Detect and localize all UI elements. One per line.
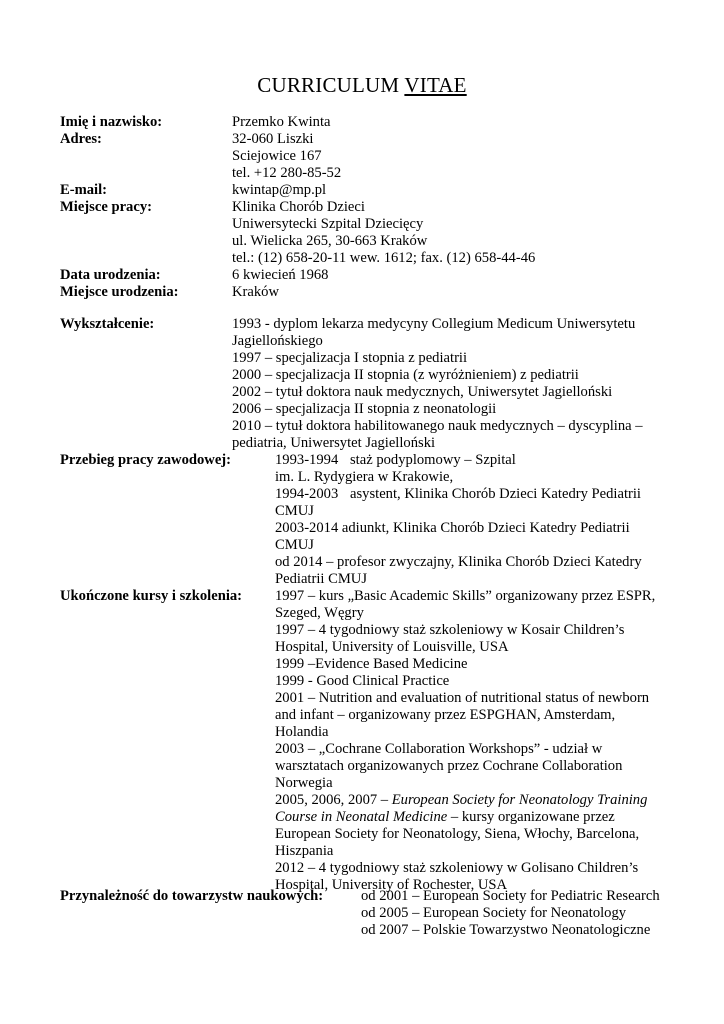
membership-line: od 2007 – Polskie Towarzystwo Neonatologiczne bbox=[361, 922, 651, 938]
address-label: Adres: bbox=[60, 131, 102, 147]
course-line bbox=[275, 792, 655, 809]
education-label: Wykształcenie: bbox=[60, 316, 155, 332]
course-years: 2005, 2006, 2007 – bbox=[275, 792, 392, 808]
career-year: 1993-1994 bbox=[275, 452, 339, 468]
membership-line: od 2001 – European Society for Pediatric Research bbox=[361, 888, 660, 904]
career-line bbox=[275, 452, 642, 469]
education-line: Jagiellońskiego bbox=[232, 333, 323, 349]
education-line: 1997 – specjalizacja I stopnia z pediatrii bbox=[232, 350, 468, 366]
name-value: Przemko Kwinta bbox=[232, 114, 331, 130]
course-line: Szeged, Węgry bbox=[275, 605, 364, 621]
course-line bbox=[275, 809, 655, 826]
career-label: Przebieg pracy zawodowej: bbox=[60, 452, 232, 468]
courses-label: Ukończone kursy i szkolenia: bbox=[60, 588, 243, 604]
education-line: 2000 – specjalizacja II stopnia (z wyróżnieniem) z pediatrii bbox=[232, 367, 579, 383]
course-line: 1999 –Evidence Based Medicine bbox=[275, 656, 468, 672]
education-line: pediatria, Uniwersytet Jagielloński bbox=[232, 435, 436, 451]
address-phone: tel. +12 280-85-52 bbox=[232, 165, 342, 181]
courses-list bbox=[275, 588, 655, 894]
career-list bbox=[275, 452, 642, 588]
education-line: 1993 - dyplom lekarza medycyny Collegium Medicum Uniwersytetu bbox=[232, 316, 636, 332]
course-line: 2012 – 4 tygodniowy staż szkoleniowy w Golisano Children’s bbox=[275, 860, 639, 876]
title-part-1: CURRICULUM bbox=[257, 73, 400, 97]
career-text: asystent, Klinika Chorób Dzieci Katedry Pediatrii bbox=[350, 486, 641, 502]
career-line: od 2014 – profesor zwyczajny, Klinika Chorób Dzieci Katedry bbox=[275, 554, 642, 570]
career-year: 1994-2003 bbox=[275, 486, 339, 502]
email-label: E-mail: bbox=[60, 182, 108, 198]
course-line: Hospital, University of Louisville, USA bbox=[275, 639, 509, 655]
workplace-line: Klinika Chorób Dzieci bbox=[232, 199, 365, 215]
course-line: Holandia bbox=[275, 724, 329, 740]
workplace-value bbox=[232, 199, 535, 267]
email-value: kwintap@mp.pl bbox=[232, 182, 327, 198]
title-part-2: VITAE bbox=[404, 73, 467, 97]
career-line: 2003-2014 adiunkt, Klinika Chorób Dzieci Katedry Pediatrii bbox=[275, 520, 630, 536]
memberships-list bbox=[361, 888, 660, 939]
course-line: Hiszpania bbox=[275, 843, 334, 859]
workplace-line: Uniwersytecki Szpital Dziecięcy bbox=[232, 216, 424, 232]
course-line: 2003 – „Cochrane Collaboration Workshops” - udział w bbox=[275, 741, 603, 757]
career-line bbox=[275, 486, 642, 503]
course-line: Norwegia bbox=[275, 775, 333, 791]
course-title-italic: Course in Neonatal Medicine bbox=[275, 809, 448, 825]
cv-title bbox=[0, 72, 724, 98]
birthdate-value: 6 kwiecień 1968 bbox=[232, 267, 329, 283]
workplace-line: tel.: (12) 658-20-11 wew. 1612; fax. (12) 658-44-46 bbox=[232, 250, 536, 266]
address-value bbox=[232, 131, 341, 182]
course-title-italic: European Society for Neonatology Training bbox=[391, 792, 648, 808]
education-line: 2006 – specjalizacja II stopnia z neonatologii bbox=[232, 401, 497, 417]
career-line: Pediatrii CMUJ bbox=[275, 571, 368, 587]
course-line: European Society for Neonatology, Siena, Włochy, Barcelona, bbox=[275, 826, 640, 842]
memberships-label: Przynależność do towarzystw naukowych: bbox=[60, 888, 324, 904]
workplace-label: Miejsce pracy: bbox=[60, 199, 152, 215]
course-line: and infant – organizowany przez ESPGHAN, Amsterdam, bbox=[275, 707, 616, 723]
course-organizer: – kursy organizowane przez bbox=[447, 809, 615, 825]
birthplace-value: Kraków bbox=[232, 284, 280, 300]
career-line: CMUJ bbox=[275, 537, 314, 553]
course-line: 1997 – kurs „Basic Academic Skills” organizowany przez ESPR, bbox=[275, 588, 656, 604]
course-line: warsztatach organizowanych przez Cochrane Collaboration bbox=[275, 758, 623, 774]
education-line: 2010 – tytuł doktora habilitowanego nauk medycznych – dyscyplina – bbox=[232, 418, 643, 434]
career-line: CMUJ bbox=[275, 503, 314, 519]
membership-line: od 2005 – European Society for Neonatology bbox=[361, 905, 627, 921]
course-line: 1999 - Good Clinical Practice bbox=[275, 673, 450, 689]
name-label: Imię i nazwisko: bbox=[60, 114, 163, 130]
course-line: 1997 – 4 tygodniowy staż szkoleniowy w Kosair Children’s bbox=[275, 622, 625, 638]
education-list bbox=[232, 316, 643, 452]
course-line: 2001 – Nutrition and evaluation of nutritional status of newborn bbox=[275, 690, 650, 706]
birthplace-label: Miejsce urodzenia: bbox=[60, 284, 179, 300]
course-line: Hospital, University of Rochester, USA bbox=[275, 877, 508, 893]
address-line: Sciejowice 167 bbox=[232, 148, 322, 164]
education-line: 2002 – tytuł doktora nauk medycznych, Uniwersytet Jagielloński bbox=[232, 384, 613, 400]
career-text: staż podyplomowy – Szpital bbox=[350, 452, 516, 468]
address-line: 32-060 Liszki bbox=[232, 131, 314, 147]
career-line: im. L. Rydygiera w Krakowie, bbox=[275, 469, 454, 485]
birthdate-label: Data urodzenia: bbox=[60, 267, 161, 283]
workplace-line: ul. Wielicka 265, 30-663 Kraków bbox=[232, 233, 428, 249]
